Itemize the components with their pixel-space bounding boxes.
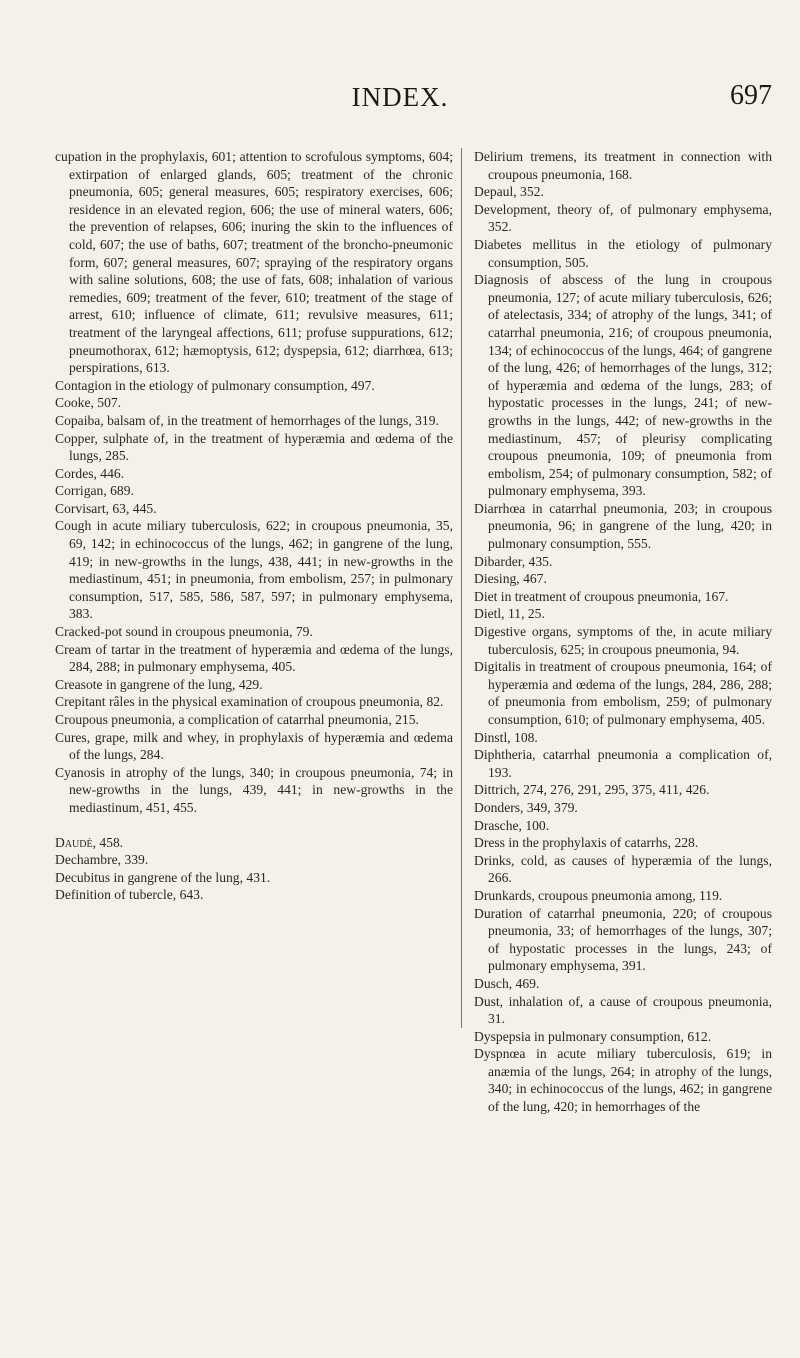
index-entry: Drinks, cold, as causes of hyperæmia of the lungs, 266. (474, 852, 772, 886)
index-entry: Dechambre, 339. (55, 852, 149, 868)
index-entry: Digestive organs, symptoms of the, in acute miliary tuberculosis, 625; in croupous pneumonia, 94. (474, 624, 772, 657)
index-entry: Contagion in the etiology of pulmonary consumption, 497. (55, 377, 375, 393)
index-entry: Decubitus in gangrene of the lung, 431. (55, 869, 271, 885)
index-entry: Drasche, 100. (474, 817, 550, 833)
index-entry: Diesing, 467. (474, 571, 547, 587)
index-entry: Dress in the prophylaxis of catarrhs, 228. (474, 835, 699, 851)
index-entry: Donders, 349, 379. (474, 799, 578, 815)
index-entry: Cyanosis in atrophy of the lungs, 340; in croupous pneumonia, 74; in new-growths in the lungs, 439, 441; in new-growths in the mediastinum, 451, 455. (55, 764, 453, 815)
index-entry: Cures, grape, milk and whey, in prophylaxis of hyperæmia and œdema of the lungs, 284. (55, 729, 453, 763)
index-entry: Digitalis in treatment of croupous pneumonia, 164; of hyperæmia and œdema of the lungs, 284, 286, 288; of pneumonia from embolism, 259; of pulmonary consumption, 610; of pulmonary emphysema, 405. (474, 659, 772, 727)
index-entry: Depaul, 352. (474, 184, 544, 200)
index-entry: Daudé, 458. (55, 834, 124, 850)
index-entry: Corrigan, 689. (55, 483, 134, 499)
page-number: 697 (730, 80, 772, 111)
index-entry: Dyspepsia in pulmonary consumption, 612. (474, 1028, 712, 1044)
index-entry: Dietl, 11, 25. (474, 606, 545, 622)
index-entry: Dittrich, 274, 276, 291, 295, 375, 411, 426. (474, 782, 710, 798)
index-entry: Copper, sulphate of, in the treatment of hyperæmia and œdema of the lungs, 285. (55, 430, 453, 464)
index-entry: Crepitant râles in the physical examination of croupous pneumonia, 82. (55, 694, 444, 710)
column-divider (461, 148, 462, 1028)
index-entry: Dibarder, 435. (474, 553, 553, 569)
index-entry: Diet in treatment of croupous pneumonia, 167. (474, 588, 729, 604)
index-entry: Creasote in gangrene of the lung, 429. (55, 676, 263, 692)
index-column-right (474, 148, 772, 1116)
index-entry: Diagnosis of abscess of the lung in croupous pneumonia, 127; of acute miliary tuberculosis, 626; of atelectasis, 334; of atrophy of the lungs, 341; of catarrhal pneumonia, 216; of croupous pneumonia, 134; of echinococcus of the lungs, 464; of gangrene of the lung, 426; of hemorrhages of the lungs, 312; of hyperæmia and œdema of the lungs, 283; of hypostatic processes in the lungs, 241; of new-growths in the lungs, 442; of new-growths in the mediastinum, 457; of pleurisy complicating croupous pneumonia, 109; of pneumonia from embolism, 254; of pulmonary consumption, 582; of pulmonary emphysema, 393. (474, 272, 772, 499)
index-entry: Dust, inhalation of, a cause of croupous pneumonia, 31. (474, 993, 772, 1027)
index-entry: Corvisart, 63, 445. (55, 500, 157, 516)
index-entry: cupation in the prophylaxis, 601; attention to scrofulous symptoms, 604; extirpation of enlarged glands, 605; treatment of the chronic pneumonia, 605; general measures, 605; respiratory exercises, 606; residence in an elevated region, 606; the use of mineral waters, 606; the prevention of relapses, 606; inuring the skin to the influences of cold, 607; the use of baths, 607; treatment of the broncho-pneumonic form, 607; general measures, 607; spraying of the respiratory organs with saline solutions, 608; the use of fats, 608; inhalation of various remedies, 609; treatment of the fever, 610; treatment of the stage of arrest, 610; influence of climate, 611; revulsive measures, 611; treatment of the laryngeal affections, 611; profuse suppurations, 612; pneumothorax, 612; hæmoptysis, 612; dyspepsia, 612; diarrhœa, 613; perspirations, 613. (55, 149, 453, 376)
index-entry: Diphtheria, catarrhal pneumonia a complication of, 193. (474, 747, 772, 780)
index-entry: Drunkards, croupous pneumonia among, 119. (474, 887, 723, 903)
index-entry: Croupous pneumonia, a complication of catarrhal pneumonia, 215. (55, 712, 419, 727)
index-entry: Diarrhœa in catarrhal pneumonia, 203; in croupous pneumonia, 96; in gangrene of the lung, 420; in pulmonary consumption, 555. (474, 500, 772, 552)
index-entry: Cream of tartar in the treatment of hyperæmia and œdema of the lungs, 284, 288; in pulmonary emphysema, 405. (55, 641, 453, 675)
index-entry: Dusch, 469. (474, 975, 540, 991)
page-title: INDEX. (351, 82, 449, 112)
index-entry: Cordes, 446. (55, 465, 125, 481)
index-entry: Dyspnœa in acute miliary tuberculosis, 619; in anæmia of the lungs, 264; in atrophy of the lungs, 340; in echinococcus of the lungs, 462; in gangrene of the lung, 420; in hemorrhages of the (474, 1046, 772, 1115)
index-entry: Delirium tremens, its treatment in connection with croupous pneumonia, 168. (474, 149, 772, 182)
index-entry: Copaiba, balsam of, in the treatment of hemorrhages of the lungs, 319. (55, 412, 439, 428)
section-gap (55, 817, 453, 834)
index-entry: Cooke, 507. (55, 395, 122, 411)
index-column-left (55, 148, 453, 904)
index-entry: Duration of catarrhal pneumonia, 220; of croupous pneumonia, 33; of hemorrhages of the lungs, 307; of hypostatic processes in the lungs, 243; of pulmonary emphysema, 391. (474, 905, 772, 974)
index-entry: Cough in acute miliary tuberculosis, 622; in croupous pneumonia, 35, 69, 142; in echinococcus of the lungs, 462; in gangrene of the lung, 419; in new-growths in the lungs, 438, 441; in new-growths in the mediastinum, 451; in pneumonia, from embolism, 257; in pulmonary consumption, 517, 585, 586, 587, 597; in pulmonary emphysema, 383. (55, 518, 453, 622)
page-header (0, 80, 800, 120)
index-entry: Dinstl, 108. (474, 729, 538, 745)
index-entry: Diabetes mellitus in the etiology of pulmonary consumption, 505. (474, 236, 772, 270)
index-entry: Cracked-pot sound in croupous pneumonia, 79. (55, 624, 313, 640)
index-entry: Development, theory of, of pulmonary emphysema, 352. (474, 201, 772, 235)
index-entry: Definition of tubercle, 643. (55, 887, 204, 903)
